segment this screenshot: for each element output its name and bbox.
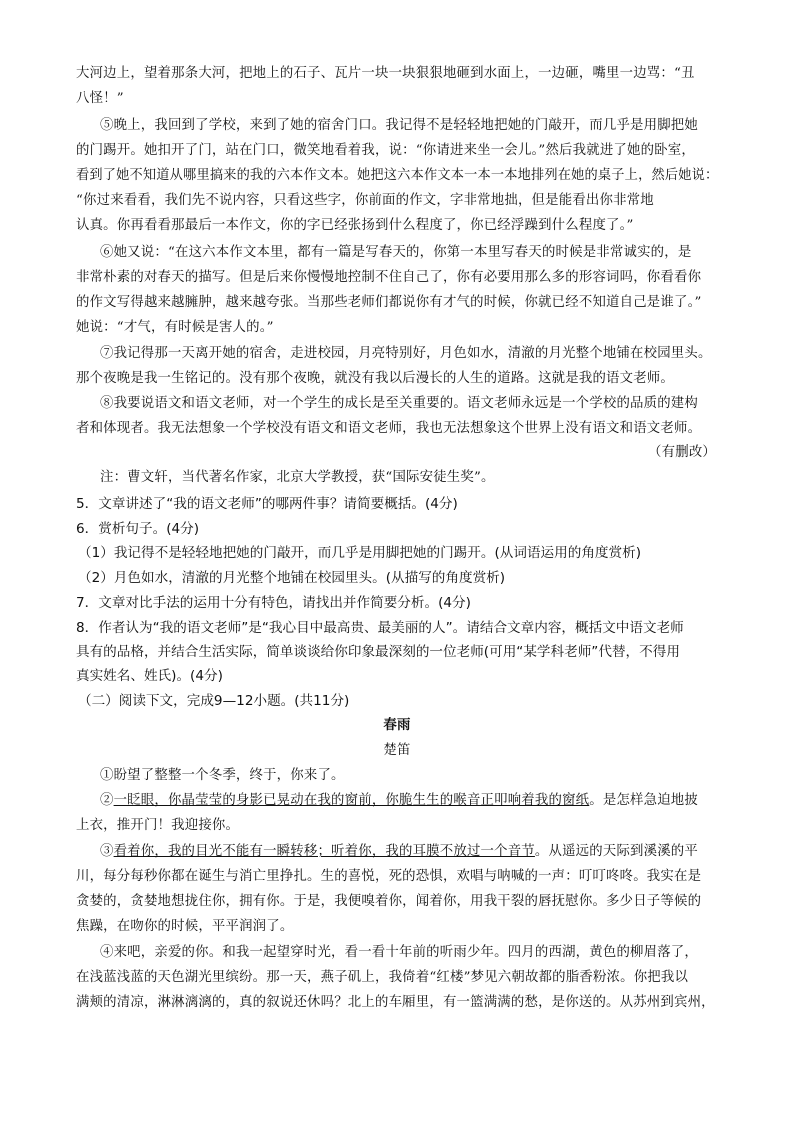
text-line: “你过来看看，我们先不说内容，只看这些字，你前面的作文，字非常地拙，但是能看出你非常地	[76, 193, 654, 208]
text-line: 的作文写得越来越臃肿，越来越夸张。当那些老师们都说你有才气的时候，你就已经不知道自己是谁了。”	[76, 295, 702, 310]
revision-note: （有删改）	[648, 445, 716, 460]
question-8: 8．作者认为“我的语文老师”是“我心目中最高贵、最美丽的人”。请结合文章内容，概括文中语文老师	[76, 620, 684, 636]
article-author: 楚笛	[383, 743, 411, 758]
text-line: ④来吧，亲爱的你。和我一起望穿时光，看一看十年前的听雨少年。四月的西湖，黄色的柳眉落了，	[100, 945, 698, 960]
question-7: 7．文章对比手法的运用十分有特色，请找出并作简要分析。(4分)	[76, 595, 471, 611]
text-line: 认真。你再看看那最后一本作文，你的字已经张扬到什么程度了，你已经浮躁到什么程度了。”	[76, 218, 634, 233]
text-line: 贪婪的，贪婪地想拢住你，拥有你。于是，我便嗅着你，闻着你，用我干裂的唇抚慰你。多少日子等候的	[76, 894, 702, 909]
text-line: 那个夜晚是我一生铭记的。没有那个夜晚，就没有我以后漫长的人生的道路。这就是我的语文老师。	[76, 371, 674, 386]
question-6: 6．赏析句子。(4分)	[76, 521, 200, 537]
text-line: 八怪！”	[76, 91, 124, 106]
question-5: 5．文章讲述了“我的语文老师”的哪两件事？请简要概括。(4分)	[76, 496, 458, 512]
text-line: ⑤晚上，我回到了学校，来到了她的宿舍门口。我记得不是轻轻地把她的门敲开，而几乎是用脚把她	[100, 118, 698, 133]
article-title: 春雨	[383, 717, 411, 733]
question-8-cont: 真实姓名、姓氏)。(4分)	[76, 668, 223, 684]
underlined-sentence: 看着你，我的目光不能有一瞬转移；听着你，我的耳膜不放过一个音节	[113, 844, 535, 859]
text-line: 的门踢开。她扣开了门，站在门口，微笑地看着我，说：“你请进来坐一会儿。”然后我就进了她的卧室，	[76, 143, 695, 158]
text-line: ⑥她又说：“在这六本作文本里，都有一篇是写春天的，你第一本里写春天的时候是非常诚实的，是	[100, 245, 692, 260]
underlined-line: ②一眨眼，你晶莹莹的身影已晃动在我的窗前，你脆生生的喉音正叩响着我的窗纸。是怎样急迫地披	[100, 793, 698, 808]
text-line: 在浅蓝浅蓝的天色湖光里缤纷。那一天，燕子矶上，我倚着“红楼”梦见六朝故都的脂香粉浓。你把我以	[76, 970, 689, 985]
underlined-line: ③看着你，我的目光不能有一瞬转移；听着你，我的耳膜不放过一个音节。从遥远的天际到溪溪的平	[100, 844, 698, 859]
text-line: 焦躁，在吻你的时候，平平润润了。	[76, 919, 294, 934]
text-line: 者和体现者。我无法想象一个学校没有语文和语文老师，我也无法想象这个世界上没有语文和语文老师。	[76, 421, 702, 436]
text-line: ①盼望了整整一个冬季，终于，你来了。	[100, 768, 345, 783]
text-line: 看到了她不知道从哪里搞来的我的六本作文本。她把这六本作文本一本一本地排列在她的桌子上，然后她说：	[76, 168, 719, 183]
text-line: 川，每分每秒你都在诞生与消亡里挣扎。生的喜悦，死的恐惧，欢唱与呐喊的一声：叮叮咚咚。我实在是	[76, 869, 702, 884]
underlined-sentence: 一眨眼，你晶莹莹的身影已晃动在我的窗前，你脆生生的喉音正叩响着我的窗纸	[113, 793, 590, 808]
text-line: ⑧我要说语文和语文老师，对一个学生的成长是至关重要的。语文老师永远是一个学校的品质的建构	[100, 396, 698, 411]
author-note: 注：曹文轩，当代著名作家，北京大学教授，获“国际安徒生奖”。	[100, 470, 495, 485]
question-8-cont: 具有的品格，并结合生活实际，简单谈谈给你印象最深刻的一位老师(可用“某学科老师”代替，不得用	[76, 644, 680, 660]
text-line: ⑦我记得那一天离开她的宿舍，走进校园，月亮特别好，月色如水，清澈的月光整个地铺在校园里头。	[100, 346, 712, 361]
section-2-heading: （二）阅读下文，完成9—12小题。(共11分)	[78, 693, 350, 709]
question-6-part-1: （1）我记得不是轻轻地把她的门敲开，而几乎是用脚把她的门踢开。(从词语运用的角度赏析)	[78, 545, 642, 561]
text-line: 她说：“才气，有时候是害人的。”	[76, 320, 274, 335]
question-6-part-2: （2）月色如水，清澈的月光整个地铺在校园里头。(从描写的角度赏析)	[78, 570, 506, 586]
text-line: 非常朴素的对春天的描写。但是后来你慢慢地控制不住自己了，你有必要用那么多的形容词吗，你看看你	[76, 270, 702, 285]
text-line: 上衣，推开门！我迎接你。	[76, 818, 240, 833]
text-line: 大河边上，望着那条大河，把地上的石子、瓦片一块一块狠狠地砸到水面上，一边砸，嘴里一边骂：“丑	[76, 66, 695, 81]
text-line: 满颊的清凉，淋淋漓漓的，真的叙说还休吗？北上的车厢里，有一篮满满的愁，是你送的。从苏州到宾州，	[76, 995, 715, 1010]
